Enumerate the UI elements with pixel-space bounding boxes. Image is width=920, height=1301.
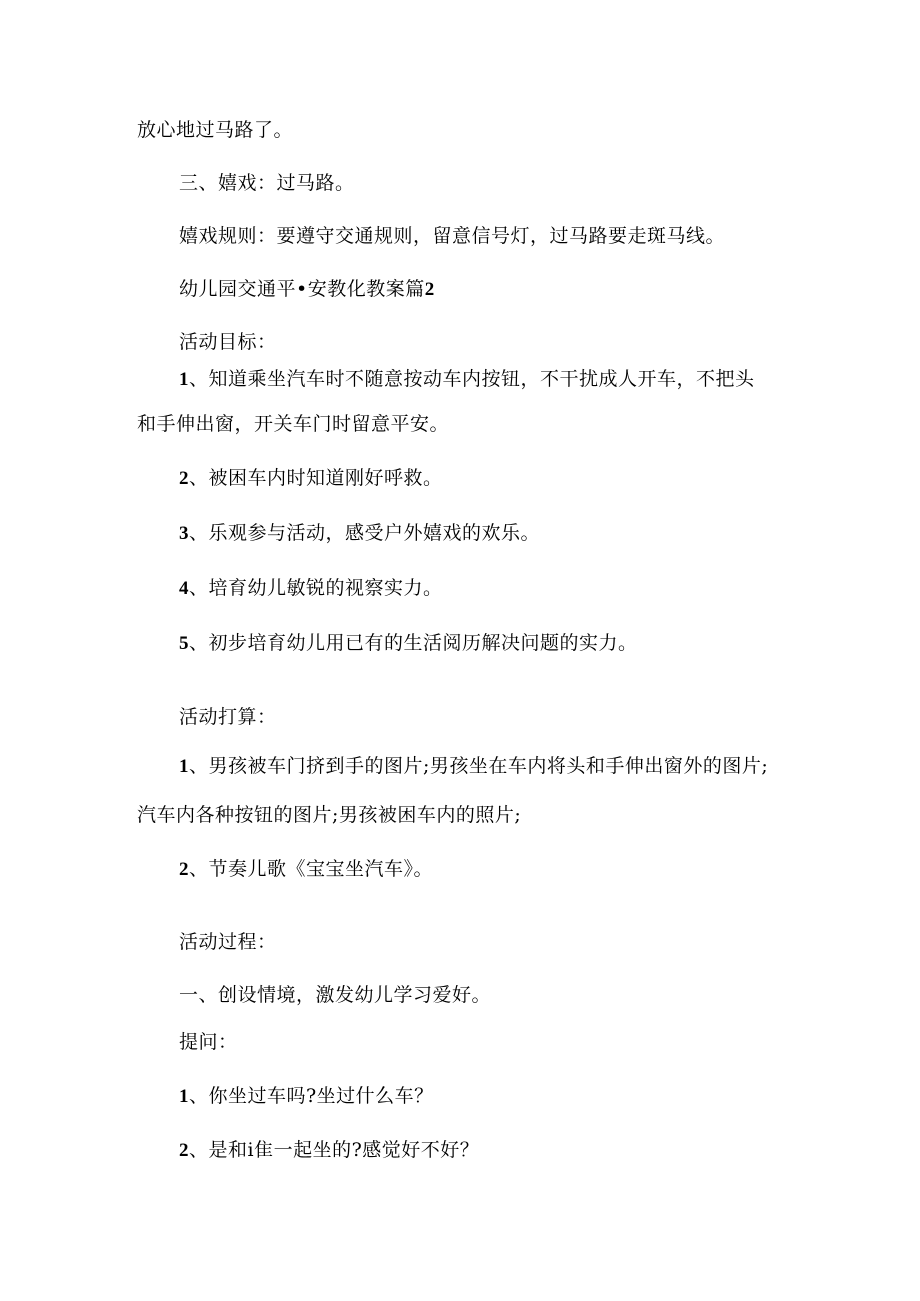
goal-text: 、乐观参与活动，感受户外嬉戏的欢乐。 bbox=[189, 522, 541, 544]
process-title: 活动过程： bbox=[179, 931, 277, 953]
goal-item-continuation: 和手伸出窗，开关车门时留意平安。 bbox=[137, 413, 450, 435]
preparation-item bbox=[179, 857, 433, 882]
question-text: 、是和i隹一起坐的?感觉好不好？ bbox=[189, 1139, 480, 1161]
preparation-text: 、节奏儿歌《宝宝坐汽车》。 bbox=[189, 858, 434, 880]
preparation-item-continuation: 汽车内各种按钮的图片;男孩被困车内的照片; bbox=[137, 804, 522, 826]
paragraph-line: 放心地过马路了。 bbox=[137, 119, 294, 141]
question-label: 提问： bbox=[179, 1031, 238, 1053]
article-heading-text: 幼儿园交通平•安教化教案篇 bbox=[179, 278, 425, 300]
preparation-text: 、男孩被车门挤到手的图片;男孩坐在车内将头和手伸出窗外的图片; bbox=[189, 755, 769, 777]
question-number: 1 bbox=[179, 1086, 189, 1107]
question-number: 2 bbox=[179, 1140, 189, 1161]
question-text: 、你坐过车吗?坐过什么车？ bbox=[189, 1085, 434, 1107]
goal-item bbox=[179, 576, 443, 601]
question-item bbox=[179, 1084, 434, 1109]
goal-number: 1 bbox=[179, 369, 189, 390]
goal-item bbox=[179, 631, 638, 656]
goal-number: 5 bbox=[179, 633, 189, 654]
preparation-title: 活动打算： bbox=[179, 706, 277, 728]
goal-item bbox=[179, 466, 443, 491]
goal-number: 3 bbox=[179, 523, 189, 544]
goal-text: 、初步培育幼儿用已有的生活阅历解决问题的实力。 bbox=[189, 632, 638, 654]
question-item bbox=[179, 1138, 479, 1163]
goal-text: 、被困车内时知道刚好呼救。 bbox=[189, 467, 443, 489]
goal-item bbox=[179, 521, 540, 546]
section-heading: 三、嬉戏：过马路。 bbox=[179, 172, 355, 194]
article-heading-number: 2 bbox=[424, 279, 435, 300]
goal-text: 、知道乘坐汽车时不随意按动车内按钮，不干扰成人开车，不把头 bbox=[189, 368, 755, 390]
paragraph-line: 嬉戏规则：要遵守交通规则，留意信号灯，过马路要走斑马线。 bbox=[179, 225, 726, 247]
goals-title: 活动目标： bbox=[179, 331, 277, 353]
process-step: 一、创设情境，激发幼儿学习爱好。 bbox=[179, 984, 492, 1006]
article-heading bbox=[179, 277, 435, 302]
preparation-number: 2 bbox=[179, 859, 189, 880]
goal-number: 2 bbox=[179, 468, 189, 489]
preparation-item bbox=[179, 754, 768, 779]
goal-number: 4 bbox=[179, 578, 189, 599]
preparation-number: 1 bbox=[179, 756, 189, 777]
goal-item bbox=[179, 367, 755, 392]
goal-text: 、培育幼儿敏锐的视察实力。 bbox=[189, 577, 443, 599]
